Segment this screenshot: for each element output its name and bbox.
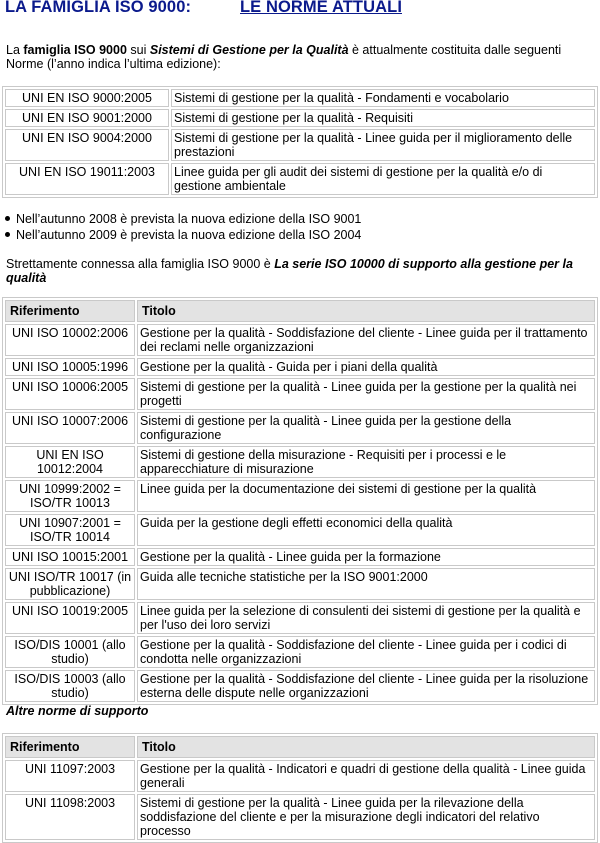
- norm-title: Guida alle tecniche statistiche per la ISO 9001:2000: [137, 568, 595, 600]
- intro-bold: famiglia ISO 9000: [23, 43, 127, 57]
- heading-title: LA FAMIGLIA ISO 9000:: [5, 0, 192, 16]
- norm-title: Linee guida per la documentazione dei sistemi di gestione per la qualità: [137, 480, 595, 512]
- norm-reference: UNI EN ISO 19011:2003: [5, 163, 169, 195]
- connected-emphasis: La serie ISO 10000 di supporto alla gestione per la qualità: [6, 257, 573, 285]
- heading-subtitle: LE NORME ATTUALI: [240, 0, 402, 16]
- table-row: [5, 358, 595, 376]
- intro-emphasis: Sistemi di Gestione per la Qualità: [149, 43, 349, 57]
- table-row: [5, 568, 595, 600]
- other-standards-heading: Altre norme di supporto: [6, 704, 149, 718]
- update-bullets: [2, 211, 361, 243]
- table-row: [5, 636, 595, 668]
- table-row: [5, 602, 595, 634]
- norm-reference: UNI ISO 10006:2005: [5, 378, 135, 410]
- norm-reference: UNI 10999:2002 = ISO/TR 10013: [5, 480, 135, 512]
- bullet-text: Nell’autunno 2009 è prevista la nuova edizione della ISO 2004: [16, 228, 362, 242]
- column-header-ref: Riferimento: [5, 300, 135, 322]
- bullet-item: [2, 211, 361, 227]
- norm-reference: UNI EN ISO 9001:2000: [5, 109, 169, 127]
- norm-title: Sistemi di gestione per la qualità - Linee guida per la gestione della configurazione: [137, 412, 595, 444]
- norm-reference: UNI 10907:2001 = ISO/TR 10014: [5, 514, 135, 546]
- norm-title: Guida per la gestione degli effetti economici della qualità: [137, 514, 595, 546]
- table-row: [5, 163, 595, 195]
- norm-title: Linee guida per gli audit dei sistemi di gestione per la qualità e/o di gestione ambientale: [171, 163, 595, 195]
- table-row: [5, 89, 595, 107]
- table-row: [5, 324, 595, 356]
- norm-title: Gestione per la qualità - Guida per i piani della qualità: [137, 358, 595, 376]
- norm-reference: UNI ISO/TR 10017 (in pubblicazione): [5, 568, 135, 600]
- bullet-icon: [5, 216, 10, 221]
- table-row: [5, 412, 595, 444]
- table-row: [5, 480, 595, 512]
- bullet-item: [2, 227, 361, 243]
- intro-text: sui: [126, 43, 150, 57]
- column-header-title: Titolo: [137, 300, 595, 322]
- connected-paragraph: [6, 257, 596, 285]
- norm-reference: UNI ISO 10015:2001: [5, 548, 135, 566]
- intro-text: La: [6, 43, 24, 57]
- norm-title: Gestione per la qualità - Soddisfazione del cliente - Linee guida per la risoluzione esterna delle dispute nelle organizzazioni: [137, 670, 595, 702]
- bullet-text: Nell’autunno 2008 è prevista la nuova edizione della ISO 9001: [16, 212, 362, 226]
- table-row: [5, 670, 595, 702]
- bullet-icon: [5, 232, 10, 237]
- iso10000-series-table: [2, 297, 598, 705]
- norm-reference: UNI 11097:2003: [5, 760, 135, 792]
- table-row: [5, 548, 595, 566]
- connected-text: Strettamente connessa alla famiglia ISO 9000 è: [6, 257, 275, 271]
- norm-reference: UNI ISO 10002:2006: [5, 324, 135, 356]
- norm-title: Sistemi di gestione per la qualità - Requisiti: [171, 109, 595, 127]
- column-header-title: Titolo: [137, 736, 595, 758]
- table-row: [5, 760, 595, 792]
- norm-reference: ISO/DIS 10001 (allo studio): [5, 636, 135, 668]
- norm-title: Sistemi di gestione per la qualità - Linee guida per il miglioramento delle prestazioni: [171, 129, 595, 161]
- table-row: [5, 446, 595, 478]
- norm-title: Sistemi di gestione della misurazione - Requisiti per i processi e le apparecchiature di misurazione: [137, 446, 595, 478]
- norm-title: Gestione per la qualità - Soddisfazione del cliente - Linee guida per i codici di condotta nelle organizzazioni: [137, 636, 595, 668]
- norm-reference: UNI 11098:2003: [5, 794, 135, 840]
- norm-reference: UNI EN ISO 9000:2005: [5, 89, 169, 107]
- norm-reference: UNI ISO 10019:2005: [5, 602, 135, 634]
- norm-title: Gestione per la qualità - Indicatori e quadri di gestione della qualità - Linee guida generali: [137, 760, 595, 792]
- column-header-ref: Riferimento: [5, 736, 135, 758]
- table-row: [5, 378, 595, 410]
- iso9000-family-table: [2, 86, 598, 198]
- norm-reference: ISO/DIS 10003 (allo studio): [5, 670, 135, 702]
- norm-title: Gestione per la qualità - Soddisfazione del cliente - Linee guida per il trattamento dei reclami nelle organizzazioni: [137, 324, 595, 356]
- table-row: [5, 794, 595, 840]
- other-standards-table: [2, 733, 598, 843]
- table-row: [5, 109, 595, 127]
- norm-title: Sistemi di gestione per la qualità - Linee guida per la rilevazione della soddisfazione del cliente e per la misurazione degli indicatori del relativo processo: [137, 794, 595, 840]
- norm-title: Sistemi di gestione per la qualità - Fondamenti e vocabolario: [171, 89, 595, 107]
- norm-reference: UNI EN ISO 9004:2000: [5, 129, 169, 161]
- norm-title: Gestione per la qualità - Linee guida per la formazione: [137, 548, 595, 566]
- norm-title: Sistemi di gestione per la qualità - Linee guida per la gestione per la qualità nei progetti: [137, 378, 595, 410]
- norm-reference: UNI EN ISO 10012:2004: [5, 446, 135, 478]
- norm-reference: UNI ISO 10007:2006: [5, 412, 135, 444]
- norm-reference: UNI ISO 10005:1996: [5, 358, 135, 376]
- intro-paragraph: [6, 43, 596, 71]
- norm-title: Linee guida per la selezione di consulenti dei sistemi di gestione per la qualità e per l'uso dei loro servizi: [137, 602, 595, 634]
- table-row: [5, 514, 595, 546]
- intro-text: è attualmente costituita dalle seguenti Norme (l’anno indica l’ultima edizione):: [6, 43, 562, 71]
- table-row: [5, 129, 595, 161]
